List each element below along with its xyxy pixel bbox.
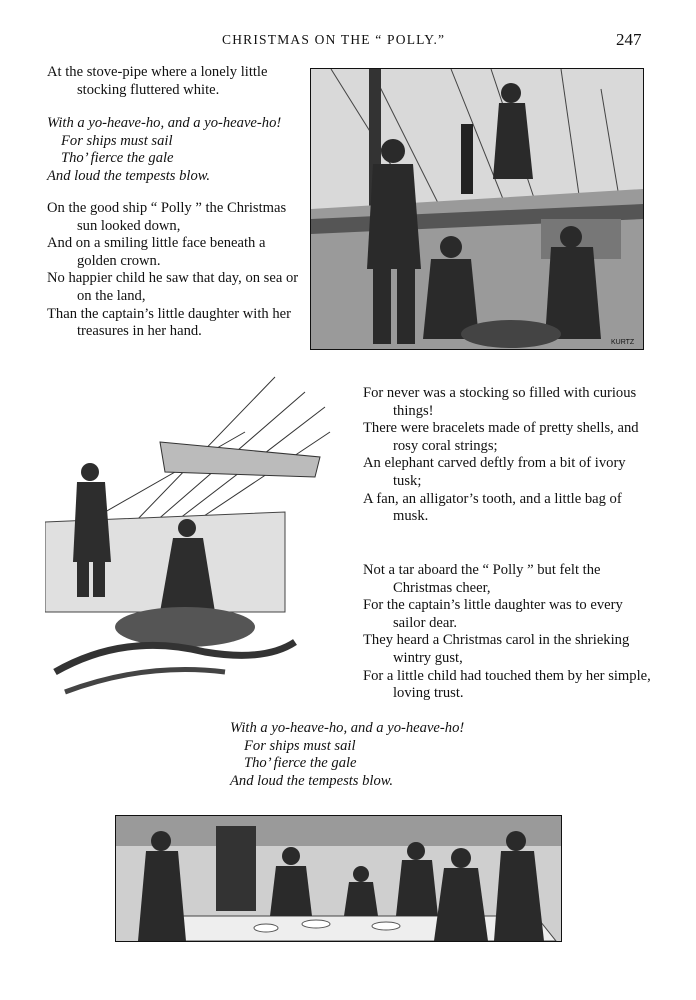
poem-line: A fan, an alligator’s tooth, and a little bag of musk.: [363, 490, 622, 525]
poem-line: At the stove-pipe where a lonely little stocking fluttered white.: [47, 64, 268, 98]
stanza-four: [363, 562, 653, 703]
illustration-christmas-dinner: [115, 815, 562, 942]
refrain-line: And loud the tempests blow.: [47, 167, 211, 184]
poem-line: Than the captain’s little daughter with her treasures in her hand.: [47, 305, 291, 340]
refrain-line: And loud the tempests blow.: [230, 772, 394, 789]
poem-line: An elephant carved deftly from a bit of ivory tusk;: [363, 455, 626, 489]
refrain-line: Tho’ fierce the gale: [61, 150, 174, 167]
illustration-girl-on-rope: [45, 372, 335, 704]
poem-line: No happier child he saw that day, on sea or on the land,: [47, 270, 299, 304]
stanza-three: [363, 385, 653, 526]
refrain-1: [47, 115, 307, 185]
poem-line: For a little child had touched them by her simple, loving trust.: [363, 667, 651, 702]
refrain-line: For ships must sail: [61, 132, 173, 149]
dinner-engraving: [116, 816, 561, 941]
stanza-top: [47, 64, 297, 99]
refrain-2: [230, 720, 510, 790]
poem-line: For the captain’s little daughter was to every sailor dear.: [363, 597, 623, 631]
girl-engraving: [45, 372, 335, 704]
running-title: CHRISTMAS ON THE “ POLLY.”: [222, 32, 446, 47]
page-header: [0, 30, 696, 54]
poem-line: And on a smiling little face beneath a golden crown.: [47, 235, 266, 269]
poem-line: They heard a Christmas carol in the shrieking wintry gust,: [363, 632, 630, 666]
poem-line: Not a tar aboard the “ Polly ” but felt the Christmas cheer,: [363, 562, 601, 596]
poem-line: For never was a stocking so filled with curious things!: [363, 385, 637, 419]
refrain-line: For ships must sail: [244, 737, 356, 754]
deck-engraving: [311, 69, 643, 349]
poem-line: There were bracelets made of pretty shells, and rosy coral strings;: [363, 420, 639, 454]
illustration-sailors-on-deck: [310, 68, 644, 350]
refrain-line: Tho’ fierce the gale: [244, 755, 357, 772]
artist-signature: KURTZ: [611, 339, 635, 346]
page-number: 247: [616, 30, 642, 49]
refrain-line: With a yo-heave-ho, and a yo-heave-ho!: [230, 720, 465, 736]
stanza-two: [47, 200, 299, 341]
refrain-line: With a yo-heave-ho, and a yo-heave-ho!: [47, 115, 282, 131]
poem-line: On the good ship “ Polly ” the Christmas sun looked down,: [47, 200, 287, 234]
